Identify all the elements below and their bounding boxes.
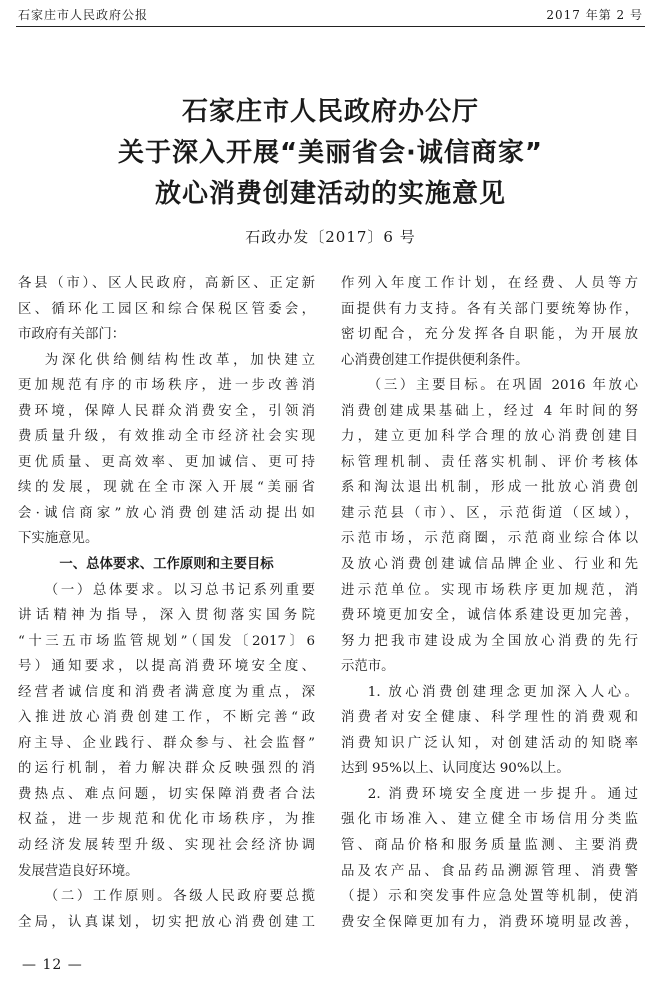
text-line: 讲话精神为指导，深入贯彻落实国务院 [18, 608, 315, 624]
text-line: 号）通知要求，以提高消费环境安全度、 [18, 659, 315, 675]
text-line: 区、循环化工园区和综合保税区管委会， [18, 301, 315, 317]
text-line: 密切配合，充分发挥各自职能，为开展放 [341, 327, 638, 343]
text-line: 进示范单位。实现市场秩序更加规范，消 [341, 582, 638, 598]
text-line: 全局，认真谋划，切实把放心消费创建工 [18, 914, 315, 930]
left-column [18, 271, 315, 935]
text-line: 面提供有力支持。各有关部门要统筹协作， [341, 301, 638, 317]
text-line: 的运行机制，着力解决群众反映强烈的消 [18, 761, 315, 777]
right-column [341, 271, 638, 935]
text-line: 示范市。 [341, 659, 395, 675]
text-line: 费热点、难点问题，切实保障消费者合法 [18, 786, 315, 802]
issue-number: 2017 年第 2 号 [546, 8, 643, 22]
text-line: 下实施意见。 [18, 531, 99, 547]
text-line: 建示范县（市）、区，示范街道（区域）， [341, 505, 638, 521]
title-line-3: 放心消费创建活动的实施意见 [154, 179, 506, 209]
text-line: 市政府有关部门： [18, 327, 126, 343]
text-line: 为深化供给侧结构性改革，加快建立 [44, 352, 315, 368]
text-line: 费安全保障更加有力，消费环境明显改善， [341, 914, 638, 930]
text-line: 及放心消费创建诚信品牌企业、行业和先 [341, 557, 638, 573]
document-number: 石政办发〔2017〕6 号 [245, 228, 416, 246]
text-line: 管、商品价格和服务质量监测、主要消费 [341, 838, 638, 854]
text-line: 更加规范有序的市场秩序，进一步改善消 [18, 378, 315, 394]
text-line: 府主导、企业践行、群众参与、社会监督” [18, 735, 315, 751]
text-line: 一、总体要求、工作原则和主要目标 [59, 557, 274, 573]
text-line: （一）总体要求。以习总书记系列重要 [44, 582, 315, 598]
title-line-2: 关于深入开展“美丽省会·诚信商家” [117, 138, 544, 168]
text-line: 经营者诚信度和消费者满意度为重点，深 [18, 684, 315, 700]
text-line: 动经济发展转型升级、实现社会经济协调 [18, 838, 315, 854]
text-line: 权益，进一步规范和优化市场秩序，为推 [18, 812, 315, 828]
text-line: 达到 95%以上、认同度达 90%以上。 [341, 761, 570, 777]
text-line: 续的发展，现就在全市深入开展“美丽省 [18, 480, 315, 496]
text-line: 消费知识广泛认知，对创建活动的知晓率 [341, 735, 638, 751]
text-line: 标管理机制、责任落实机制、评价考核体 [341, 454, 638, 470]
text-line: 费质量升级，有效推动全市经济社会实现 [18, 429, 315, 445]
text-line: 消费创建成果基础上，经过 4 年时间的努 [341, 403, 638, 419]
text-line: 入推进放心消费创建工作，不断完善“政 [18, 710, 315, 726]
text-line: “十三五市场监管规划”（国发〔2017〕6 [18, 633, 315, 649]
text-line: 各县（市）、区人民政府，高新区、正定新 [18, 276, 315, 291]
text-line: 系和淘汰退出机制，形成一批放心消费创 [341, 480, 638, 496]
text-line: 2. 消费环境安全度进一步提升。通过 [367, 786, 638, 802]
text-line: 费环境更加安全，诚信体系建设更加完善， [341, 608, 638, 624]
text-line: 费环境，保障人民群众消费安全，引领消 [18, 403, 315, 419]
text-line: 品及农产品、食品药品溯源管理、消费警 [341, 863, 638, 879]
document-title [0, 92, 661, 215]
page-number: — 12 — [22, 957, 83, 973]
text-line: 会·诚信商家”放心消费创建活动提出如 [18, 505, 315, 521]
text-line: 作列入年度工作计划，在经费、人员等方 [341, 276, 638, 291]
text-line: （二）工作原则。各级人民政府要总揽 [44, 889, 315, 905]
text-line: （三）主要目标。在巩固 2016 年放心 [367, 378, 638, 394]
running-header [18, 6, 643, 26]
text-line: 力，建立更加科学合理的放心消费创建目 [341, 429, 638, 445]
title-line-1: 石家庄市人民政府办公厅 [181, 97, 479, 127]
text-line: 强化市场准入、建立健全市场信用分类监 [341, 812, 638, 828]
header-divider [16, 26, 645, 27]
text-line: （提）示和突发事件应急处置等机制，使消 [341, 889, 638, 905]
text-line: 发展营造良好环境。 [18, 863, 139, 879]
text-line: 1. 放心消费创建理念更加深入人心。 [367, 684, 638, 700]
publication-name: 石家庄市人民政府公报 [18, 8, 149, 22]
text-line: 努力把我市建设成为全国放心消费的先行 [341, 633, 638, 649]
text-line: 消费者对安全健康、科学理性的消费观和 [341, 710, 638, 726]
text-line: 示范市场，示范商圈，示范商业综合体以 [341, 531, 638, 547]
text-line: 更优质量、更高效率、更加诚信、更可持 [18, 454, 315, 470]
text-line: 心消费创建工作提供便利条件。 [341, 352, 529, 368]
